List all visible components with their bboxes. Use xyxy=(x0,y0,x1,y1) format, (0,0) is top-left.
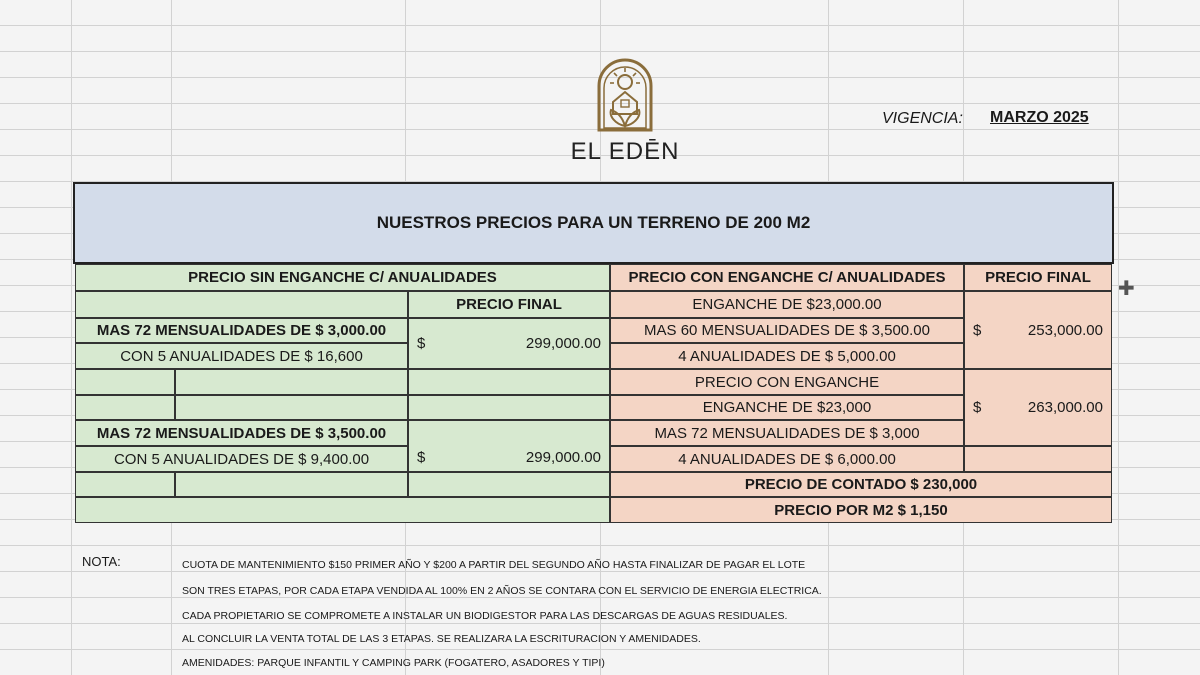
empty-cell[interactable] xyxy=(75,497,610,523)
left-header[interactable]: PRECIO SIN ENGANCHE C/ ANUALIDADES xyxy=(75,264,610,291)
empty-cell[interactable] xyxy=(408,472,610,497)
price-per-m2[interactable]: PRECIO POR M2 $ 1,150 xyxy=(610,497,1112,523)
empty-cell[interactable] xyxy=(175,369,408,395)
brand-logo xyxy=(560,58,690,168)
contado-price[interactable]: PRECIO DE CONTADO $ 230,000 xyxy=(610,472,1112,497)
right-header[interactable]: PRECIO CON ENGANCHE C/ ANUALIDADES xyxy=(610,264,964,291)
right-plan2-line2[interactable]: MAS 72 MENSUALIDADES DE $ 3,000 xyxy=(610,420,964,446)
table-banner-title: NUESTROS PRECIOS PARA UN TERRENO DE 200 M2 xyxy=(73,182,1114,264)
empty-cell[interactable] xyxy=(964,446,1112,472)
logo-text: EL EDĒN xyxy=(570,138,680,165)
empty-cell[interactable] xyxy=(75,472,175,497)
note-line: SON TRES ETAPAS, POR CADA ETAPA VENDIDA AL 100% EN 2 AÑOS SE CONTARA CON EL SERVICIO DE ENERGIA ELECTRICA. xyxy=(182,585,822,597)
notes-label: NOTA: xyxy=(82,554,121,569)
right-plan1-final-price[interactable] xyxy=(964,291,1112,369)
left-plan1-final-price[interactable] xyxy=(408,318,610,369)
cell-cursor-icon: ✚ xyxy=(1118,278,1135,300)
left-plan1-line1[interactable]: MAS 72 MENSUALIDADES DE $ 3,000.00 xyxy=(75,318,408,343)
price-amount: 299,000.00 xyxy=(525,335,601,352)
right-plan2-final-price[interactable] xyxy=(964,369,1112,446)
price-amount: 263,000.00 xyxy=(1027,399,1103,416)
right-plan2-line3[interactable]: 4 ANUALIDADES DE $ 6,000.00 xyxy=(610,446,964,472)
empty-cell[interactable] xyxy=(175,472,408,497)
note-line: AMENIDADES: PARQUE INFANTIL Y CAMPING PARK (FOGATERO, ASADORES Y TIPI) xyxy=(182,657,605,669)
price-amount: 253,000.00 xyxy=(1027,321,1103,339)
empty-cell[interactable] xyxy=(75,369,175,395)
right-final-header[interactable]: PRECIO FINAL xyxy=(964,264,1112,291)
empty-cell[interactable] xyxy=(175,395,408,420)
right-plan2-line0[interactable]: PRECIO CON ENGANCHE xyxy=(610,369,964,395)
vigencia-value: MARZO 2025 xyxy=(990,109,1089,126)
left-plan2-line2[interactable]: CON 5 ANUALIDADES DE $ 9,400.00 xyxy=(75,446,408,472)
vigencia-label: VIGENCIA: xyxy=(882,110,963,127)
right-plan2-line1[interactable]: ENGANCHE DE $23,000 xyxy=(610,395,964,420)
house-arch-icon xyxy=(595,58,655,132)
left-plan2-final-price[interactable] xyxy=(408,420,610,472)
currency-symbol: $ xyxy=(973,399,982,416)
right-plan1-line2[interactable]: MAS 60 MENSUALIDADES DE $ 3,500.00 xyxy=(610,318,964,343)
note-line: AL CONCLUIR LA VENTA TOTAL DE LAS 3 ETAPAS. SE REALIZARA LA ESCRITURACION Y AMENIDADES. xyxy=(182,633,701,645)
left-empty-cell[interactable] xyxy=(75,291,408,318)
price-table xyxy=(73,182,1116,528)
empty-cell[interactable] xyxy=(75,395,175,420)
empty-cell[interactable] xyxy=(408,369,610,395)
right-plan1-line3[interactable]: 4 ANUALIDADES DE $ 5,000.00 xyxy=(610,343,964,369)
left-plan2-line1[interactable]: MAS 72 MENSUALIDADES DE $ 3,500.00 xyxy=(75,420,408,446)
left-plan1-line2[interactable]: CON 5 ANUALIDADES DE $ 16,600 xyxy=(75,343,408,369)
empty-cell[interactable] xyxy=(408,395,610,420)
note-line: CUOTA DE MANTENIMIENTO $150 PRIMER AÑO Y $200 A PARTIR DEL SEGUNDO AÑO HASTA FINALIZAR DE PAGAR EL LOTE xyxy=(182,559,806,571)
left-final-header[interactable]: PRECIO FINAL xyxy=(408,291,610,318)
currency-symbol: $ xyxy=(417,449,426,466)
right-plan1-line1[interactable]: ENGANCHE DE $23,000.00 xyxy=(610,291,964,318)
price-amount: 299,000.00 xyxy=(525,449,601,466)
note-line: CADA PROPIETARIO SE COMPROMETE A INSTALAR UN BIODIGESTOR PARA LAS DESCARGAS DE AGUAS RESIDUALES. xyxy=(182,610,788,622)
currency-symbol: $ xyxy=(417,335,426,352)
currency-symbol: $ xyxy=(973,321,982,339)
